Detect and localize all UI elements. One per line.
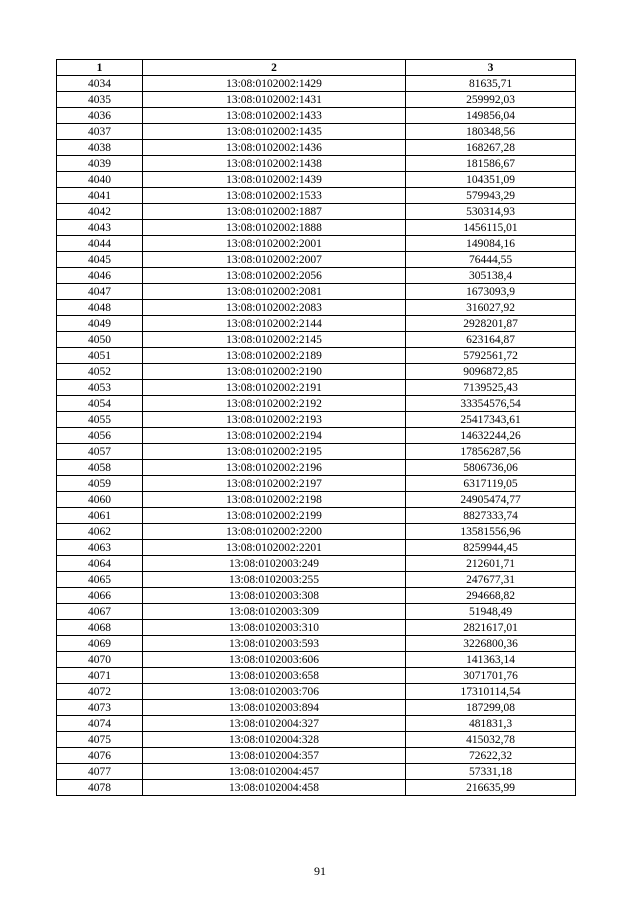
row-number-cell: 4050 xyxy=(57,332,143,348)
cadastral-number-cell: 13:08:0102002:1431 xyxy=(143,92,406,108)
cadastral-number-cell: 13:08:0102002:1436 xyxy=(143,140,406,156)
value-cell: 8259944,45 xyxy=(406,540,576,556)
table-row xyxy=(57,620,576,636)
row-number-cell: 4075 xyxy=(57,732,143,748)
table-row xyxy=(57,268,576,284)
row-number-cell: 4047 xyxy=(57,284,143,300)
row-number-cell: 4061 xyxy=(57,508,143,524)
table-row xyxy=(57,652,576,668)
cadastral-number-cell: 13:08:0102003:894 xyxy=(143,700,406,716)
value-cell: 25417343,61 xyxy=(406,412,576,428)
value-cell: 247677,31 xyxy=(406,572,576,588)
cadastral-number-cell: 13:08:0102002:2197 xyxy=(143,476,406,492)
value-cell: 6317119,05 xyxy=(406,476,576,492)
table-row xyxy=(57,460,576,476)
table-row xyxy=(57,380,576,396)
table-row xyxy=(57,428,576,444)
cadastral-number-cell: 13:08:0102002:1439 xyxy=(143,172,406,188)
table-row xyxy=(57,668,576,684)
table-row xyxy=(57,524,576,540)
row-number-cell: 4069 xyxy=(57,636,143,652)
cadastral-number-cell: 13:08:0102002:1429 xyxy=(143,76,406,92)
row-number-cell: 4037 xyxy=(57,124,143,140)
cadastral-number-cell: 13:08:0102002:1435 xyxy=(143,124,406,140)
cadastral-number-cell: 13:08:0102002:2192 xyxy=(143,396,406,412)
value-cell: 7139525,43 xyxy=(406,380,576,396)
cadastral-number-cell: 13:08:0102002:1433 xyxy=(143,108,406,124)
table-row xyxy=(57,252,576,268)
column-header-2: 2 xyxy=(143,60,406,76)
cadastral-number-cell: 13:08:0102002:2201 xyxy=(143,540,406,556)
row-number-cell: 4036 xyxy=(57,108,143,124)
value-cell: 5806736,06 xyxy=(406,460,576,476)
value-cell: 5792561,72 xyxy=(406,348,576,364)
cadastral-number-cell: 13:08:0102002:2194 xyxy=(143,428,406,444)
value-cell: 51948,49 xyxy=(406,604,576,620)
cadastral-number-cell: 13:08:0102002:2198 xyxy=(143,492,406,508)
table-row xyxy=(57,108,576,124)
table-row xyxy=(57,92,576,108)
table-row xyxy=(57,364,576,380)
row-number-cell: 4040 xyxy=(57,172,143,188)
value-cell: 530314,93 xyxy=(406,204,576,220)
table-row xyxy=(57,124,576,140)
value-cell: 305138,4 xyxy=(406,268,576,284)
value-cell: 216635,99 xyxy=(406,780,576,796)
table-row xyxy=(57,636,576,652)
value-cell: 57331,18 xyxy=(406,764,576,780)
cadastral-number-cell: 13:08:0102002:2001 xyxy=(143,236,406,252)
value-cell: 13581556,96 xyxy=(406,524,576,540)
value-cell: 72622,32 xyxy=(406,748,576,764)
cadastral-number-cell: 13:08:0102003:706 xyxy=(143,684,406,700)
cadastral-number-cell: 13:08:0102003:249 xyxy=(143,556,406,572)
row-number-cell: 4058 xyxy=(57,460,143,476)
row-number-cell: 4076 xyxy=(57,748,143,764)
value-cell: 316027,92 xyxy=(406,300,576,316)
table-row xyxy=(57,204,576,220)
row-number-cell: 4044 xyxy=(57,236,143,252)
table-row xyxy=(57,508,576,524)
cadastral-number-cell: 13:08:0102003:308 xyxy=(143,588,406,604)
table-body xyxy=(57,76,576,796)
row-number-cell: 4070 xyxy=(57,652,143,668)
value-cell: 623164,87 xyxy=(406,332,576,348)
row-number-cell: 4068 xyxy=(57,620,143,636)
value-cell: 3071701,76 xyxy=(406,668,576,684)
cadastral-number-cell: 13:08:0102004:328 xyxy=(143,732,406,748)
table-row xyxy=(57,140,576,156)
table-row xyxy=(57,348,576,364)
row-number-cell: 4053 xyxy=(57,380,143,396)
row-number-cell: 4042 xyxy=(57,204,143,220)
table-row xyxy=(57,444,576,460)
table-row xyxy=(57,396,576,412)
table-row xyxy=(57,316,576,332)
table-row xyxy=(57,188,576,204)
table-row xyxy=(57,604,576,620)
cadastral-number-cell: 13:08:0102002:2196 xyxy=(143,460,406,476)
column-header-3: 3 xyxy=(406,60,576,76)
table-row xyxy=(57,476,576,492)
table-row xyxy=(57,572,576,588)
cadastral-number-cell: 13:08:0102002:2199 xyxy=(143,508,406,524)
cadastral-number-cell: 13:08:0102003:658 xyxy=(143,668,406,684)
row-number-cell: 4052 xyxy=(57,364,143,380)
row-number-cell: 4057 xyxy=(57,444,143,460)
value-cell: 579943,29 xyxy=(406,188,576,204)
row-number-cell: 4062 xyxy=(57,524,143,540)
value-cell: 259992,03 xyxy=(406,92,576,108)
value-cell: 1456115,01 xyxy=(406,220,576,236)
row-number-cell: 4077 xyxy=(57,764,143,780)
row-number-cell: 4060 xyxy=(57,492,143,508)
page-number: 91 xyxy=(314,864,326,878)
table-row xyxy=(57,700,576,716)
row-number-cell: 4048 xyxy=(57,300,143,316)
value-cell: 141363,14 xyxy=(406,652,576,668)
row-number-cell: 4046 xyxy=(57,268,143,284)
row-number-cell: 4074 xyxy=(57,716,143,732)
row-number-cell: 4073 xyxy=(57,700,143,716)
cadastral-number-cell: 13:08:0102002:1888 xyxy=(143,220,406,236)
row-number-cell: 4054 xyxy=(57,396,143,412)
value-cell: 17310114,54 xyxy=(406,684,576,700)
cadastral-number-cell: 13:08:0102002:2190 xyxy=(143,364,406,380)
row-number-cell: 4072 xyxy=(57,684,143,700)
cadastral-number-cell: 13:08:0102002:2145 xyxy=(143,332,406,348)
row-number-cell: 4041 xyxy=(57,188,143,204)
cadastral-number-cell: 13:08:0102002:2189 xyxy=(143,348,406,364)
table-row xyxy=(57,236,576,252)
row-number-cell: 4045 xyxy=(57,252,143,268)
table-row xyxy=(57,332,576,348)
row-number-cell: 4071 xyxy=(57,668,143,684)
row-number-cell: 4056 xyxy=(57,428,143,444)
table-row xyxy=(57,764,576,780)
cadastral-number-cell: 13:08:0102004:458 xyxy=(143,780,406,796)
table-row xyxy=(57,732,576,748)
value-cell: 187299,08 xyxy=(406,700,576,716)
cadastral-number-cell: 13:08:0102004:457 xyxy=(143,764,406,780)
value-cell: 1673093,9 xyxy=(406,284,576,300)
table-row xyxy=(57,684,576,700)
cadastral-number-cell: 13:08:0102002:1887 xyxy=(143,204,406,220)
cadastral-number-cell: 13:08:0102002:2191 xyxy=(143,380,406,396)
value-cell: 17856287,56 xyxy=(406,444,576,460)
cadastral-number-cell: 13:08:0102004:327 xyxy=(143,716,406,732)
cadastral-number-cell: 13:08:0102002:2081 xyxy=(143,284,406,300)
value-cell: 181586,67 xyxy=(406,156,576,172)
column-header-1: 1 xyxy=(57,60,143,76)
header-row xyxy=(57,60,576,76)
value-cell: 149856,04 xyxy=(406,108,576,124)
cadastral-number-cell: 13:08:0102003:255 xyxy=(143,572,406,588)
table-row xyxy=(57,300,576,316)
value-cell: 180348,56 xyxy=(406,124,576,140)
value-cell: 81635,71 xyxy=(406,76,576,92)
data-table xyxy=(56,59,576,796)
cadastral-number-cell: 13:08:0102002:2193 xyxy=(143,412,406,428)
value-cell: 149084,16 xyxy=(406,236,576,252)
value-cell: 76444,55 xyxy=(406,252,576,268)
row-number-cell: 4067 xyxy=(57,604,143,620)
table-row xyxy=(57,540,576,556)
cadastral-number-cell: 13:08:0102002:2144 xyxy=(143,316,406,332)
row-number-cell: 4064 xyxy=(57,556,143,572)
table-row xyxy=(57,556,576,572)
table-row xyxy=(57,748,576,764)
table-row xyxy=(57,156,576,172)
row-number-cell: 4066 xyxy=(57,588,143,604)
value-cell: 9096872,85 xyxy=(406,364,576,380)
value-cell: 24905474,77 xyxy=(406,492,576,508)
value-cell: 3226800,36 xyxy=(406,636,576,652)
cadastral-number-cell: 13:08:0102002:2200 xyxy=(143,524,406,540)
value-cell: 2928201,87 xyxy=(406,316,576,332)
value-cell: 212601,71 xyxy=(406,556,576,572)
table-row xyxy=(57,412,576,428)
value-cell: 2821617,01 xyxy=(406,620,576,636)
value-cell: 14632244,26 xyxy=(406,428,576,444)
row-number-cell: 4051 xyxy=(57,348,143,364)
table-row xyxy=(57,284,576,300)
row-number-cell: 4055 xyxy=(57,412,143,428)
row-number-cell: 4035 xyxy=(57,92,143,108)
cadastral-number-cell: 13:08:0102004:357 xyxy=(143,748,406,764)
row-number-cell: 4063 xyxy=(57,540,143,556)
value-cell: 481831,3 xyxy=(406,716,576,732)
row-number-cell: 4078 xyxy=(57,780,143,796)
value-cell: 168267,28 xyxy=(406,140,576,156)
cadastral-number-cell: 13:08:0102002:2007 xyxy=(143,252,406,268)
cadastral-number-cell: 13:08:0102002:1533 xyxy=(143,188,406,204)
value-cell: 8827333,74 xyxy=(406,508,576,524)
cadastral-number-cell: 13:08:0102003:606 xyxy=(143,652,406,668)
cadastral-number-cell: 13:08:0102003:593 xyxy=(143,636,406,652)
table-row xyxy=(57,492,576,508)
value-cell: 104351,09 xyxy=(406,172,576,188)
table-row xyxy=(57,220,576,236)
value-cell: 415032,78 xyxy=(406,732,576,748)
row-number-cell: 4039 xyxy=(57,156,143,172)
table-row xyxy=(57,172,576,188)
table-row xyxy=(57,780,576,796)
table-row xyxy=(57,716,576,732)
cadastral-number-cell: 13:08:0102002:2083 xyxy=(143,300,406,316)
table-row xyxy=(57,76,576,92)
cadastral-number-cell: 13:08:0102003:310 xyxy=(143,620,406,636)
cadastral-number-cell: 13:08:0102002:1438 xyxy=(143,156,406,172)
cadastral-number-cell: 13:08:0102002:2056 xyxy=(143,268,406,284)
row-number-cell: 4049 xyxy=(57,316,143,332)
row-number-cell: 4034 xyxy=(57,76,143,92)
row-number-cell: 4043 xyxy=(57,220,143,236)
row-number-cell: 4065 xyxy=(57,572,143,588)
value-cell: 294668,82 xyxy=(406,588,576,604)
cadastral-number-cell: 13:08:0102002:2195 xyxy=(143,444,406,460)
cadastral-number-cell: 13:08:0102003:309 xyxy=(143,604,406,620)
value-cell: 33354576,54 xyxy=(406,396,576,412)
row-number-cell: 4038 xyxy=(57,140,143,156)
table-row xyxy=(57,588,576,604)
row-number-cell: 4059 xyxy=(57,476,143,492)
